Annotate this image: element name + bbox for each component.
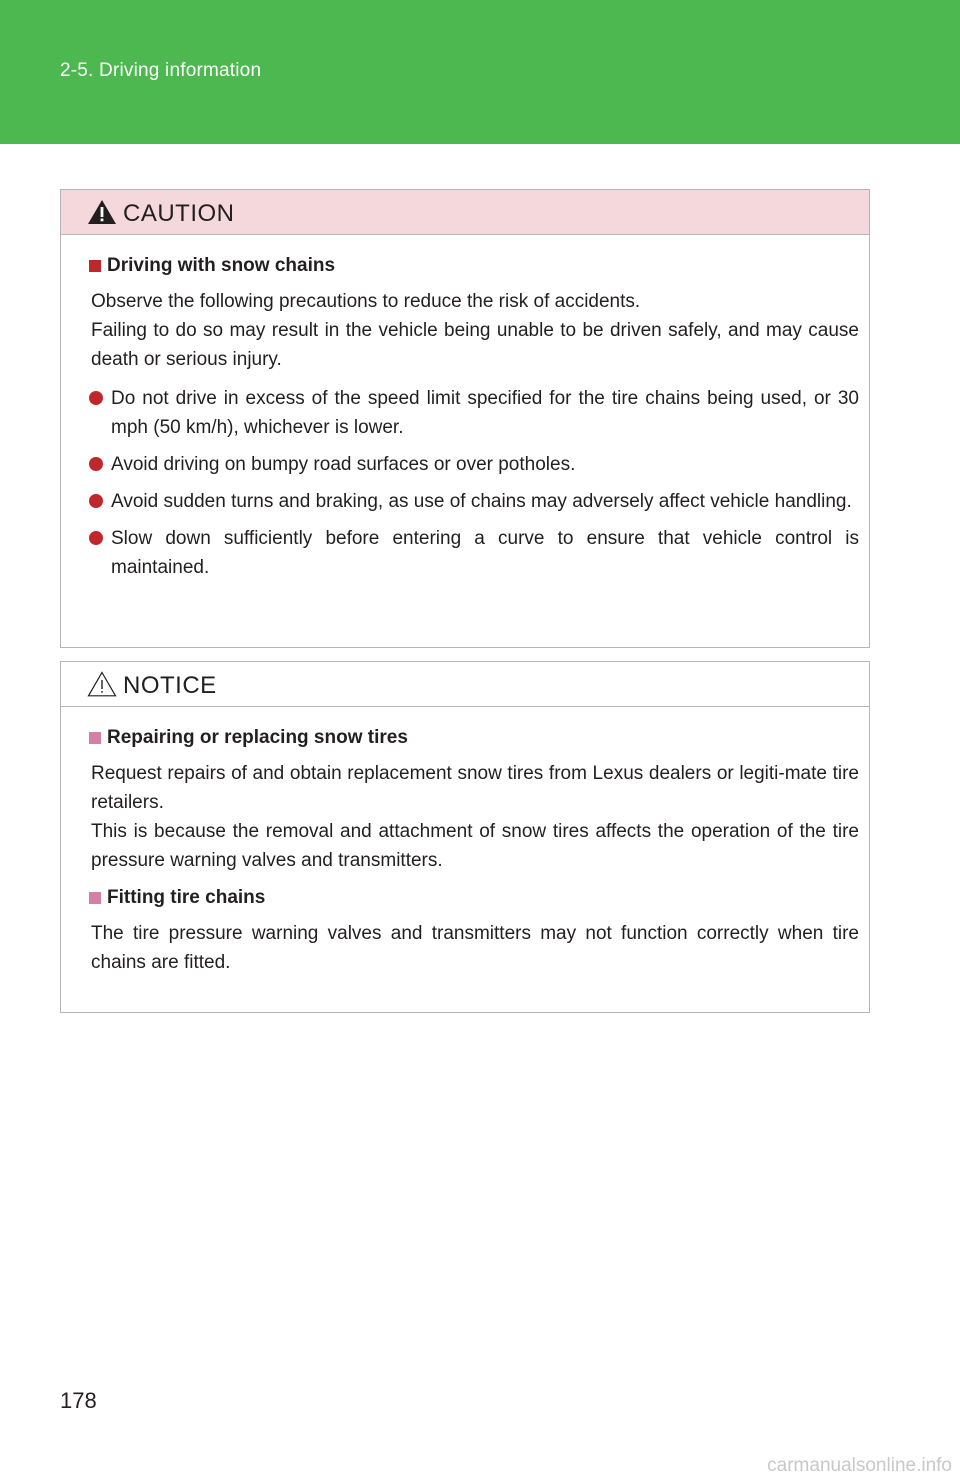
notice-subheading <box>89 727 859 749</box>
caution-bullet <box>89 487 859 516</box>
round-bullet-icon <box>89 457 103 471</box>
caution-bullet-text: Slow down sufficiently before entering a curve to ensure that vehicle control is maintained. <box>111 528 859 578</box>
caution-subheading-text: Driving with snow chains <box>107 255 336 276</box>
notice-subheading <box>89 887 859 909</box>
square-bullet-icon <box>89 892 101 904</box>
section-title: 2-5. Driving information <box>60 60 262 81</box>
square-bullet-icon <box>89 260 101 272</box>
round-bullet-icon <box>89 494 103 508</box>
page-number: 178 <box>60 1388 97 1413</box>
caution-bullet-text: Avoid driving on bumpy road surfaces or over potholes. <box>111 454 576 475</box>
caution-bullet-text: Do not drive in excess of the speed limit specified for the tire chains being used, or 30 mph (50 km/h), whichever is lower. <box>111 388 859 438</box>
notice-paragraph-1: Request repairs of and obtain replacement snow tires from Lexus dealers or legiti-mate tire retailers. <box>91 763 859 813</box>
notice-paragraph <box>89 919 859 977</box>
caution-bullet <box>89 450 859 479</box>
notice-body <box>61 707 869 977</box>
warning-triangle-icon <box>87 199 117 225</box>
caution-paragraph <box>89 287 859 374</box>
caution-title: CAUTION <box>123 200 235 227</box>
notice-triangle-icon <box>87 671 117 697</box>
caution-paragraph-2: Failing to do so may result in the vehicle being unable to be driven safely, and may cause death or serious injury. <box>91 320 859 370</box>
watermark: carmanualsonline.info <box>767 1455 952 1476</box>
notice-paragraph-2: This is because the removal and attachment of snow tires affects the operation of the tire pressure warning valves and transmitters. <box>91 821 859 871</box>
caution-bullet-text: Avoid sudden turns and braking, as use of chains may adversely affect vehicle handling. <box>111 491 852 512</box>
caution-bullet <box>89 384 859 442</box>
notice-box <box>60 661 870 1013</box>
square-bullet-icon <box>89 732 101 744</box>
caution-header <box>61 190 869 235</box>
notice-subheading-text: Fitting tire chains <box>107 887 266 908</box>
notice-paragraph <box>89 759 859 875</box>
caution-bullet <box>89 524 859 582</box>
notice-title: NOTICE <box>123 672 217 699</box>
caution-paragraph-1: Observe the following precautions to reduce the risk of accidents. <box>91 291 641 312</box>
notice-subheading-text: Repairing or replacing snow tires <box>107 727 408 748</box>
round-bullet-icon <box>89 391 103 405</box>
notice-paragraph-3: The tire pressure warning valves and transmitters may not function correctly when tire chains are fitted. <box>91 923 859 973</box>
round-bullet-icon <box>89 531 103 545</box>
caution-box <box>60 189 870 648</box>
caution-subheading <box>89 255 859 277</box>
caution-body <box>61 235 869 582</box>
notice-header <box>61 662 869 707</box>
